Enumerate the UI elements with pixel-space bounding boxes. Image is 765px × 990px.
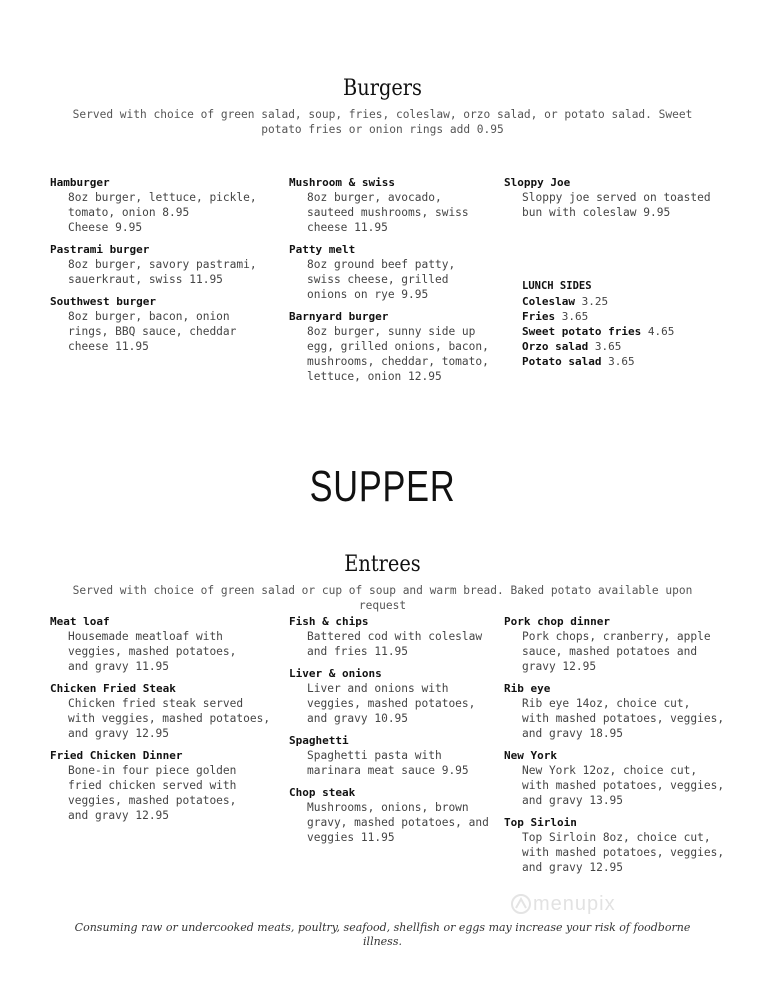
menu-item-description: 8oz ground beef patty, swiss cheese, grilled onions on rye 9.95 bbox=[307, 258, 456, 301]
menu-item-description: Liver and onions with veggies, mashed potatoes, and gravy 10.95 bbox=[307, 682, 476, 725]
menupix-watermark: menupix bbox=[533, 893, 616, 915]
menu-item bbox=[504, 681, 744, 741]
menu-item bbox=[50, 242, 280, 287]
menu-item-name: Chicken Fried Steak bbox=[50, 682, 176, 695]
food-safety-warning: Consuming raw or undercooked meats, poultry, seafood, shellfish or eggs may increase your risk of foodborne illness. bbox=[74, 921, 691, 948]
menu-item-name: Fish & chips bbox=[289, 615, 369, 628]
side-item-price: 4.65 bbox=[647, 325, 675, 338]
menu-item-name: Hamburger bbox=[50, 176, 110, 189]
side-item-price: 3.65 bbox=[561, 310, 589, 323]
side-item bbox=[522, 354, 674, 369]
menu-item-name: Spaghetti bbox=[289, 734, 349, 747]
side-item bbox=[522, 309, 674, 324]
side-item-name: Orzo salad bbox=[522, 340, 589, 353]
menu-item bbox=[289, 614, 499, 659]
menu-item bbox=[289, 242, 499, 302]
menu-item bbox=[50, 681, 280, 741]
menu-item-description: Rib eye 14oz, choice cut, with mashed potatoes, veggies, and gravy 18.95 bbox=[522, 697, 725, 740]
menu-item bbox=[289, 175, 499, 235]
menu-item-name: Southwest burger bbox=[50, 295, 156, 308]
entrees-title: Entrees bbox=[344, 552, 421, 577]
menu-item-name: Rib eye bbox=[504, 682, 551, 695]
side-item-name: Sweet potato fries bbox=[522, 325, 642, 338]
menu-item-description: Sloppy joe served on toasted bun with coleslaw 9.95 bbox=[522, 191, 711, 219]
menu-item-name: Liver & onions bbox=[289, 667, 382, 680]
menu-item-name: Chop steak bbox=[289, 786, 356, 799]
menu-item-description: New York 12oz, choice cut, with mashed potatoes, veggies, and gravy 13.95 bbox=[522, 764, 725, 807]
lunch-sides-heading: LUNCH SIDES bbox=[522, 280, 592, 292]
menu-item-description: 8oz burger, bacon, onion rings, BBQ sauce, cheddar cheese 11.95 bbox=[68, 310, 237, 353]
menu-item bbox=[50, 175, 280, 235]
burgers-column-3 bbox=[504, 175, 744, 227]
menu-item-description: Chicken fried steak served with veggies, mashed potatoes, and gravy 12.95 bbox=[68, 697, 271, 740]
side-item-name: Coleslaw bbox=[522, 295, 575, 308]
menu-item-name: Barnyard burger bbox=[289, 310, 389, 323]
side-item-price: 3.25 bbox=[581, 295, 609, 308]
menu-item-description: Pork chops, cranberry, apple sauce, mashed potatoes and gravy 12.95 bbox=[522, 630, 711, 673]
menu-item-description: Top Sirloin 8oz, choice cut, with mashed potatoes, veggies, and gravy 12.95 bbox=[522, 831, 725, 874]
menu-item-description: Bone-in four piece golden fried chicken served with veggies, mashed potatoes, and gravy 12.95 bbox=[68, 764, 237, 822]
menu-item bbox=[504, 614, 744, 674]
entrees-column-2 bbox=[289, 614, 499, 852]
side-item-name: Potato salad bbox=[522, 355, 602, 368]
menu-item bbox=[504, 748, 744, 808]
side-item bbox=[522, 294, 674, 309]
menu-item-description: Battered cod with coleslaw and fries 11.95 bbox=[307, 630, 483, 658]
menu-item-description: 8oz burger, lettuce, pickle, tomato, onion 8.95 Cheese 9.95 bbox=[68, 191, 257, 234]
menu-item-description: 8oz burger, savory pastrami, sauerkraut, swiss 11.95 bbox=[68, 258, 257, 286]
burgers-title: Burgers bbox=[342, 76, 422, 101]
side-item-price: 3.65 bbox=[608, 355, 635, 368]
menu-item-description: Housemade meatloaf with veggies, mashed potatoes, and gravy 11.95 bbox=[68, 630, 237, 673]
burgers-intro: Served with choice of green salad, soup, fries, coleslaw, orzo salad, or potato salad. Sweet potato fries or onion rings add 0.95 bbox=[72, 108, 693, 136]
menu-item-name: Fried Chicken Dinner bbox=[50, 749, 183, 762]
menu-item-name: Top Sirloin bbox=[504, 816, 577, 829]
menu-item bbox=[50, 614, 280, 674]
side-item-name: Fries bbox=[522, 310, 556, 323]
side-item-price: 3.65 bbox=[594, 340, 622, 353]
menu-item-name: New York bbox=[504, 749, 557, 762]
menu-item bbox=[289, 666, 499, 726]
entrees-column-1 bbox=[50, 614, 280, 830]
menu-item bbox=[504, 815, 744, 875]
menu-item-description: Spaghetti pasta with marinara meat sauce 9.95 bbox=[307, 749, 469, 777]
menu-item-name: Pork chop dinner bbox=[504, 615, 610, 628]
menu-item-name: Pastrami burger bbox=[50, 243, 150, 256]
entrees-intro: Served with choice of green salad or cup of soup and warm bread. Baked potato available upon request bbox=[72, 584, 693, 612]
side-item bbox=[522, 339, 674, 354]
burgers-column-2 bbox=[289, 175, 499, 391]
menu-item-name: Patty melt bbox=[289, 243, 356, 256]
menupix-logo-icon bbox=[510, 893, 532, 915]
menu-item bbox=[50, 294, 280, 354]
menu-item bbox=[289, 733, 499, 778]
menu-item-description: 8oz burger, avocado, sauteed mushrooms, swiss cheese 11.95 bbox=[307, 191, 469, 234]
supper-title: SUPPER bbox=[309, 462, 456, 511]
menu-item bbox=[289, 309, 499, 384]
entrees-column-3 bbox=[504, 614, 744, 882]
lunch-sides bbox=[522, 279, 674, 369]
menu-item bbox=[289, 785, 499, 845]
menu-item bbox=[504, 175, 744, 220]
menu-item-description: 8oz burger, sunny side up egg, grilled onions, bacon, mushrooms, cheddar, tomato, lettuce, onion 12.95 bbox=[307, 325, 489, 383]
menu-item-description: Mushrooms, onions, brown gravy, mashed potatoes, and veggies 11.95 bbox=[307, 801, 489, 844]
menu-item-name: Sloppy Joe bbox=[504, 176, 571, 189]
menu-item bbox=[50, 748, 280, 823]
burgers-column-1 bbox=[50, 175, 280, 361]
side-item bbox=[522, 324, 674, 339]
menu-item-name: Mushroom & swiss bbox=[289, 176, 395, 189]
menu-item-name: Meat loaf bbox=[50, 615, 110, 628]
